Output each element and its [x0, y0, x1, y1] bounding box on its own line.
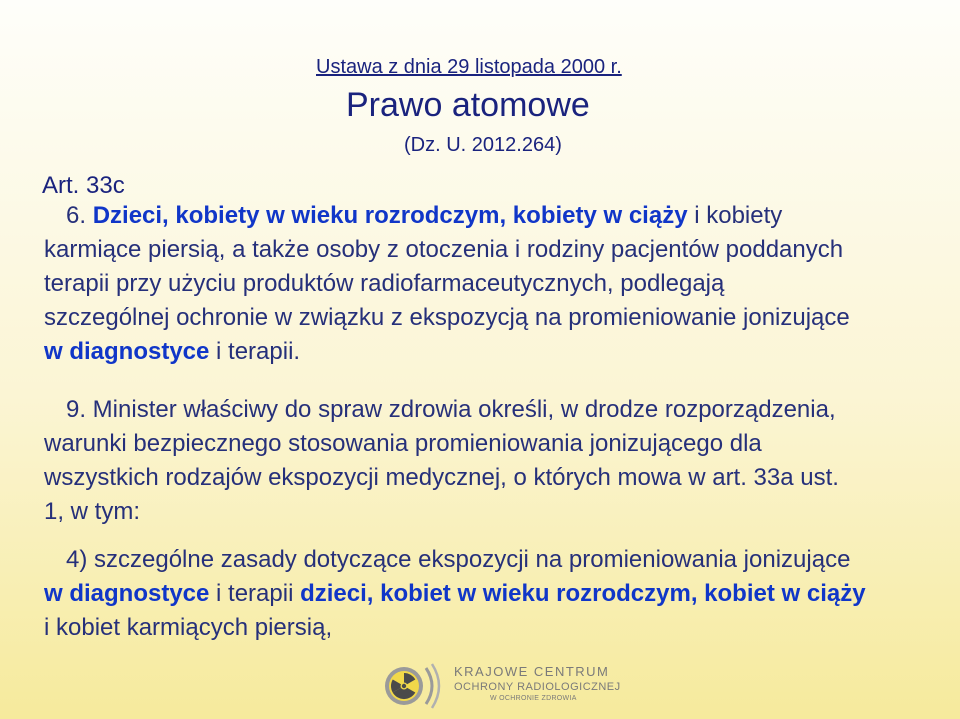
paragraph-6-text-1: i kobiety: [687, 202, 783, 229]
paragraph-9-line-1-text: 9. Minister właściwy do spraw zdrowia określi, w drodze rozporządzenia,: [66, 396, 836, 423]
paragraph-6-line-5: [44, 335, 850, 369]
logo-line-3: W OCHRONIE ZDROWIA: [490, 695, 577, 702]
paragraph-6-line-3: terapii przy użyciu produktów radiofarmaceutycznych, podlegają: [44, 270, 725, 297]
highlight-children-women-2: dzieci, kobiet w wieku rozrodczym, kobiet w ciąży: [300, 580, 866, 607]
highlight-diagnostics-2: w diagnostyce: [44, 580, 210, 607]
paragraph-9-line-1: [44, 393, 839, 427]
paragraph-6-text-2: i terapii.: [209, 338, 301, 365]
paragraph-9-line-4: 1, w tym:: [44, 498, 141, 525]
paragraph-6-line-1: [44, 199, 850, 233]
highlight-diagnostics: w diagnostyce: [44, 338, 210, 365]
paragraph-6-number: 6.: [66, 202, 87, 229]
paragraph-9-line-2: warunki bezpiecznego stosowania promieniowania jonizującego dla: [44, 430, 762, 457]
paragraph-6-line-4: szczególnej ochronie w związku z ekspozycją na promieniowanie jonizujące: [44, 304, 850, 331]
paragraph-6-line-2: karmiące piersią, a także osoby z otoczenia i rodziny pacjentów poddanych: [44, 236, 844, 263]
point-4-line-3: i kobiet karmiących piersią,: [44, 614, 333, 641]
highlight-children-women: Dzieci, kobiety w wieku rozrodczym, kobiety w ciąży: [92, 202, 688, 229]
point-4-text-1: i terapii: [209, 580, 301, 607]
article-number: Art. 33c: [42, 172, 125, 199]
paragraph-9-line-3: wszystkich rodzajów ekspozycji medycznej, o których mowa w art. 33a ust.: [44, 464, 839, 491]
paragraph-6: [44, 199, 850, 369]
paragraph-9: [44, 393, 839, 529]
act-title: Prawo atomowe: [346, 86, 590, 124]
point-4-line-1-text: 4) szczególne zasady dotyczące ekspozycji na promieniowania jonizujące: [66, 546, 851, 573]
radiation-emblem-icon: [380, 660, 446, 712]
point-4-line-2: [44, 577, 866, 611]
point-4: [44, 543, 866, 645]
kcor-logo: [380, 658, 621, 712]
act-date-heading: Ustawa z dnia 29 listopada 2000 r.: [316, 56, 622, 78]
journal-reference: (Dz. U. 2012.264): [404, 134, 562, 156]
point-4-line-1: [44, 543, 866, 577]
logo-line-2: OCHRONY RADIOLOGICZNEJ: [454, 681, 621, 693]
logo-line-1: KRAJOWE CENTRUM: [454, 664, 610, 679]
